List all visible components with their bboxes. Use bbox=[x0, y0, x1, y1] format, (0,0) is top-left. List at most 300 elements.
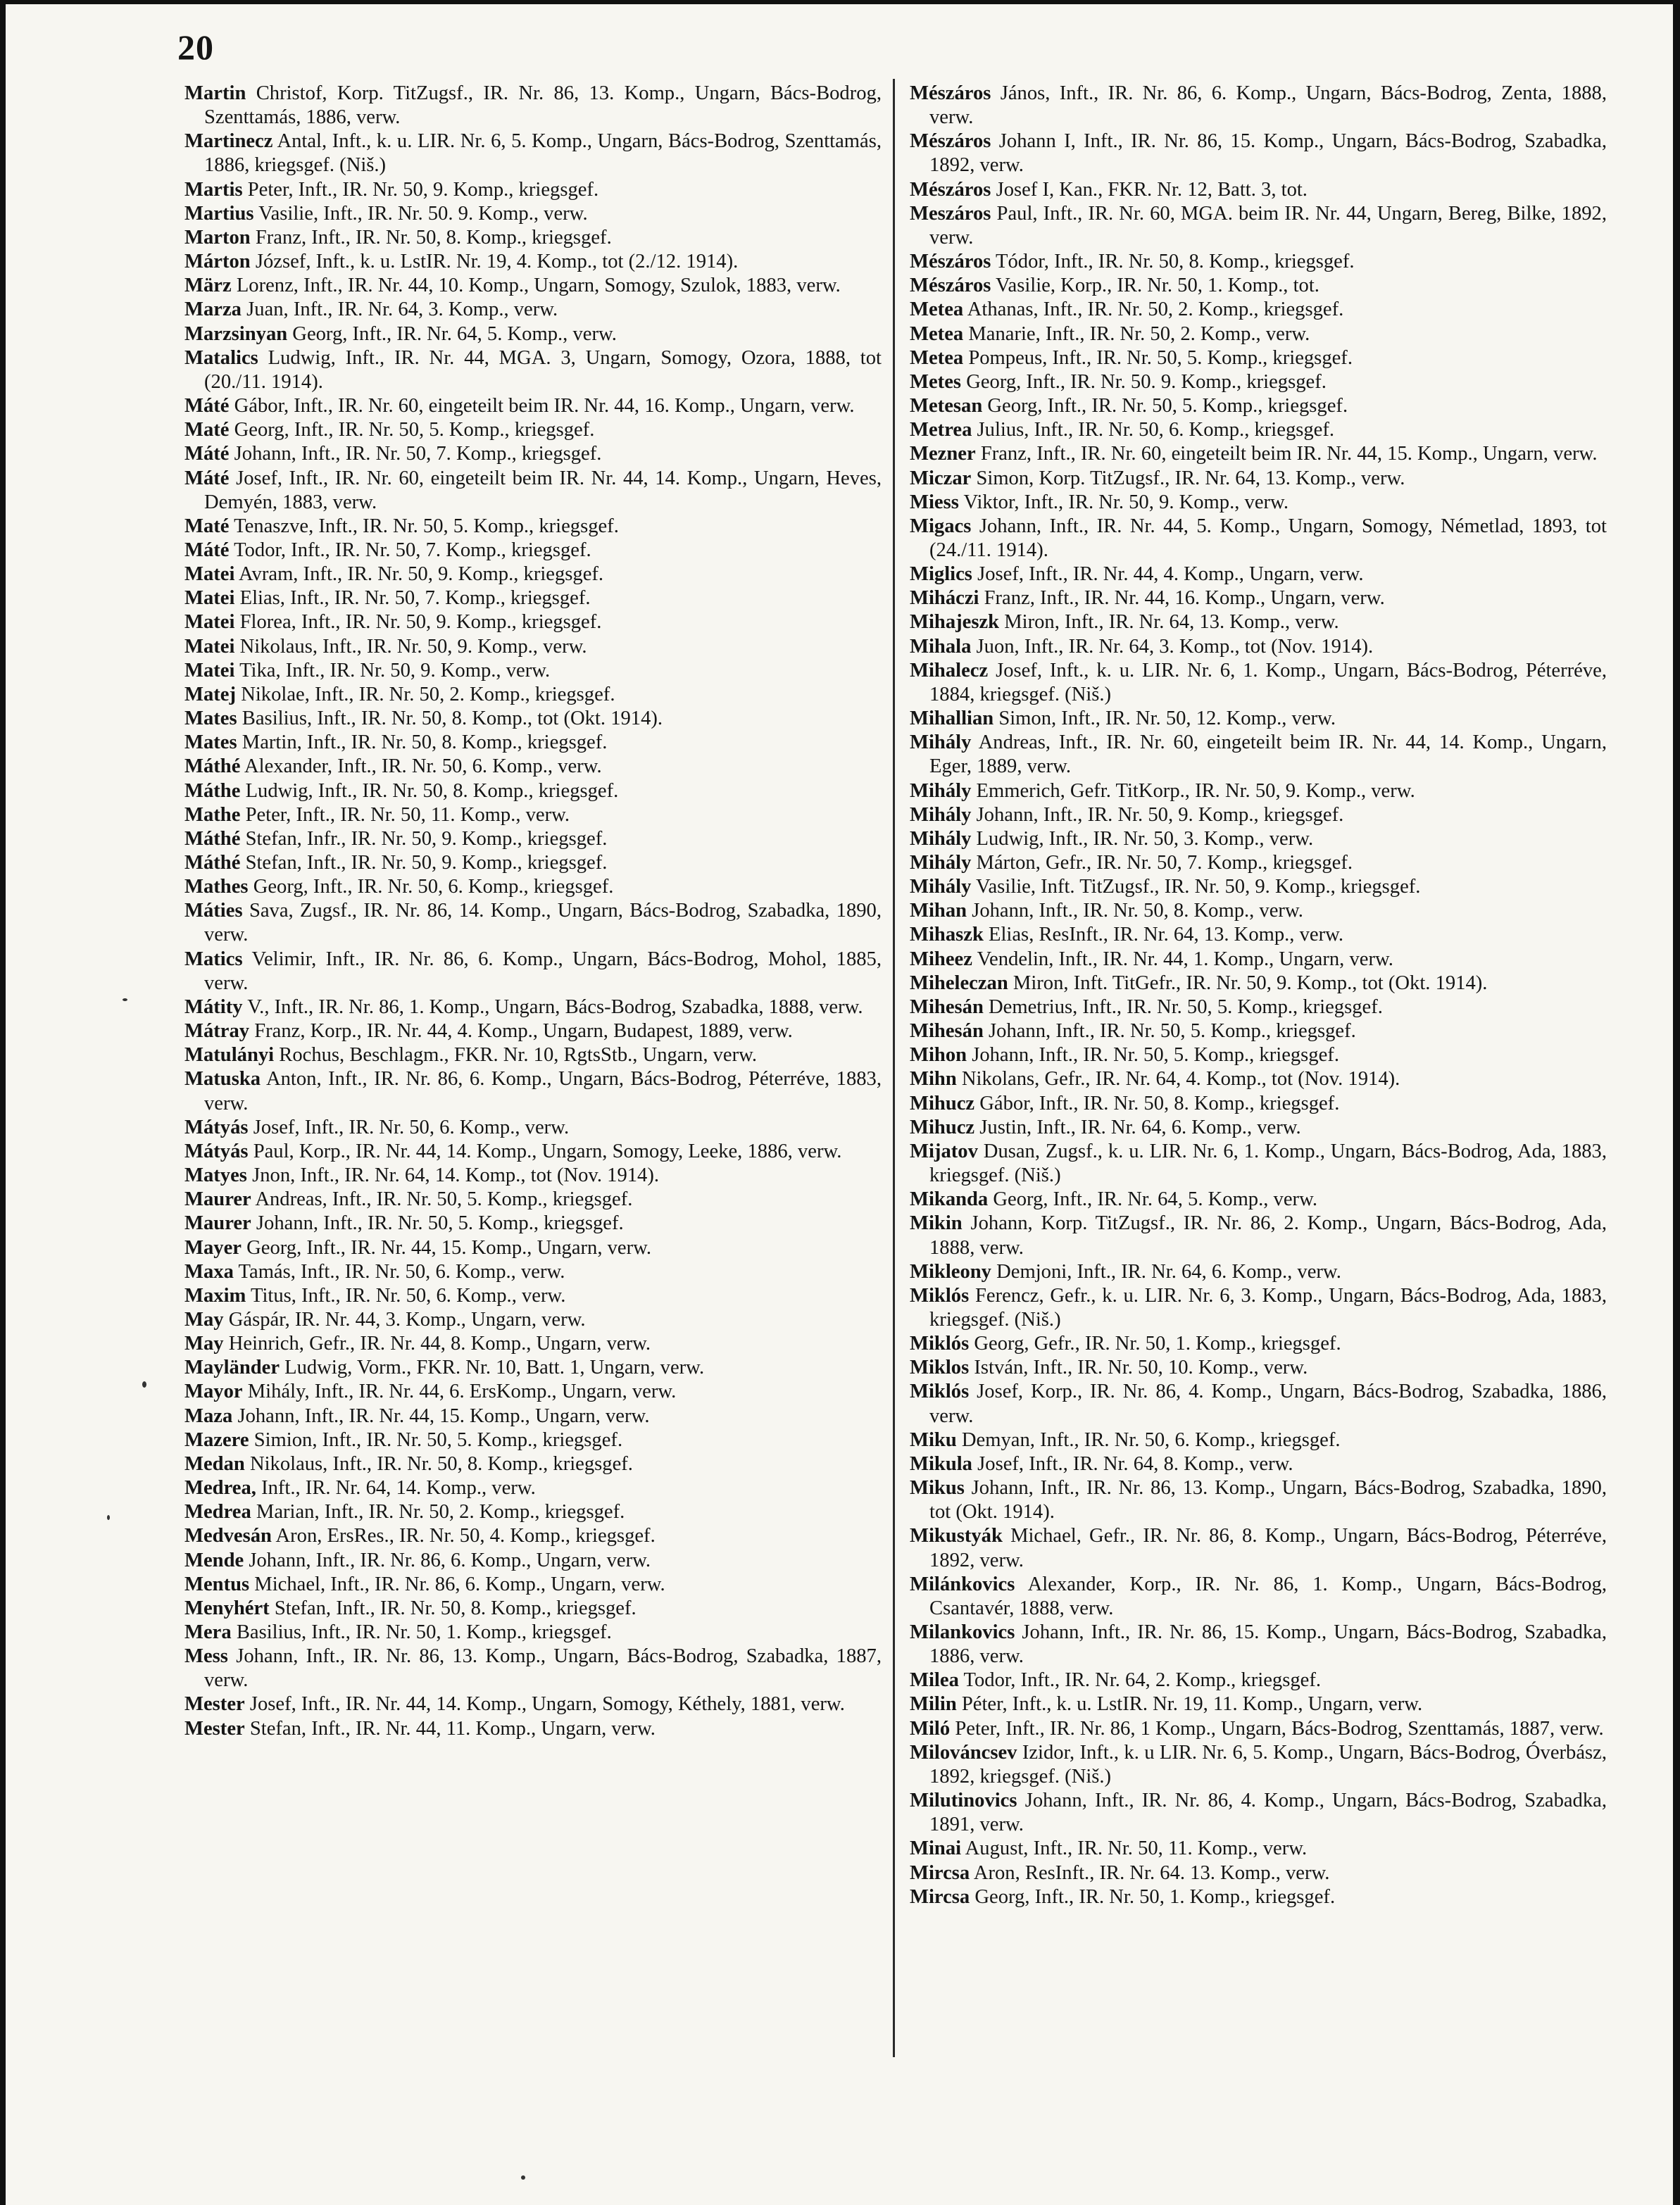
entry-details: Aron, ErsRes., IR. Nr. 50, 4. Komp., kriegsgef. bbox=[275, 1525, 656, 1547]
register-entry bbox=[910, 1356, 1607, 1380]
register-entry bbox=[184, 1140, 882, 1164]
entry-details: Justin, Inft., IR. Nr. 64, 6. Komp., verw. bbox=[979, 1116, 1301, 1138]
entry-details: Georg, Inft., IR. Nr. 50, 1. Komp., kriegsgef. bbox=[974, 1885, 1336, 1908]
entry-surname: Mátyás bbox=[184, 1116, 249, 1138]
register-entry bbox=[910, 515, 1607, 563]
register-entry bbox=[184, 1428, 882, 1452]
entry-surname: Miku bbox=[910, 1428, 957, 1451]
entry-surname: Miklos bbox=[910, 1357, 970, 1379]
entry-surname: May bbox=[184, 1308, 224, 1331]
register-entry bbox=[910, 1476, 1607, 1524]
register-entry bbox=[184, 803, 882, 827]
entry-details: Josef, Korp., IR. Nr. 86, 4. Komp., Ungarn, Bács-Bodrog, Szabadka, 1886, verw. bbox=[929, 1381, 1607, 1427]
entry-details: Emmerich, Gefr. TitKorp., IR. Nr. 50, 9. Komp., verw. bbox=[976, 779, 1415, 802]
entry-details: Georg, Inft., IR. Nr. 64, 5. Komp., verw. bbox=[993, 1188, 1318, 1211]
scan-edge-right bbox=[1673, 0, 1680, 2205]
entry-details: Josef, Inft., IR. Nr. 44, 14. Komp., Ungarn, Somogy, Kéthely, 1881, verw. bbox=[249, 1693, 845, 1716]
entry-details: Josef, Inft., k. u. LIR. Nr. 6, 1. Komp., Ungarn, Bács-Bodrog, Péterréve, 1884, kriegsgef. (Niš.) bbox=[929, 659, 1607, 705]
register-entry bbox=[184, 298, 882, 322]
entry-details: Peter, Inft., IR. Nr. 50, 11. Komp., verw. bbox=[245, 803, 570, 826]
entry-surname: Metes bbox=[910, 370, 962, 393]
entry-details: Nikolae, Inft., IR. Nr. 50, 2. Komp., kriegsgef. bbox=[241, 683, 615, 705]
scan-speck bbox=[521, 2175, 525, 2180]
entry-details: Martin, Inft., IR. Nr. 50, 8. Komp., kriegsgef. bbox=[242, 731, 608, 754]
entry-details: Antal, Inft., k. u. LIR. Nr. 6, 5. Komp., Ungarn, Bács-Bodrog, Szenttamás, 1886, kriegsgef. (Niš.) bbox=[204, 130, 882, 177]
register-entry bbox=[184, 899, 882, 947]
register-entry bbox=[910, 1380, 1607, 1428]
entry-details: Johann, Inft., IR. Nr. 86, 13. Komp., Ungarn, Bács-Bodrog, Szabadka, 1887, verw. bbox=[204, 1645, 882, 1692]
register-entry bbox=[184, 1212, 882, 1236]
entry-details: Alexander, Korp., IR. Nr. 86, 1. Komp., Ungarn, Bács-Bodrog, Csantavér, 1888, verw. bbox=[929, 1573, 1607, 1619]
entry-surname: Mihály bbox=[910, 827, 972, 850]
entry-details: Tika, Inft., IR. Nr. 50, 9. Komp., verw. bbox=[239, 659, 551, 681]
entry-details: Basilius, Inft., IR. Nr. 50, 8. Komp., tot (Okt. 1914). bbox=[242, 708, 663, 730]
register-entry bbox=[184, 82, 882, 130]
register-entry bbox=[184, 178, 882, 202]
entry-details: Miron, Inft. TitGefr., IR. Nr. 50, 9. Komp., tot (Okt. 1914). bbox=[1013, 972, 1488, 994]
entry-details: Anton, Inft., IR. Nr. 86, 6. Komp., Ungarn, Bács-Bodrog, Péterréve, 1883, verw. bbox=[204, 1068, 882, 1114]
entry-surname: Milánkovics bbox=[910, 1573, 1015, 1595]
entry-surname: Maxa bbox=[184, 1260, 234, 1283]
entry-details: Aron, ResInft., IR. Nr. 64. 13. Komp., verw. bbox=[973, 1861, 1330, 1884]
register-entry bbox=[910, 586, 1607, 610]
register-entry bbox=[184, 1164, 882, 1188]
entry-details: Andreas, Inft., IR. Nr. 50, 5. Komp., kriegsgef. bbox=[255, 1188, 633, 1211]
entry-details: Márton, Gefr., IR. Nr. 50, 7. Komp., kriegsgef. bbox=[976, 852, 1353, 874]
register-entry bbox=[184, 226, 882, 250]
entry-surname: Mihesán bbox=[910, 1020, 984, 1043]
entry-details: Todor, Inft., IR. Nr. 64, 2. Komp., kriegsgef. bbox=[963, 1669, 1322, 1692]
entry-details: Mihály, Inft., IR. Nr. 44, 6. ErsKomp., Ungarn, verw. bbox=[247, 1381, 677, 1403]
register-entry bbox=[910, 442, 1607, 466]
entry-details: József, Inft., k. u. LstIR. Nr. 19, 4. Komp., tot (2./12. 1914). bbox=[255, 251, 739, 273]
entry-details: Peter, Inft., IR. Nr. 86, 1 Komp., Ungarn, Bács-Bodrog, Szenttamás, 1887, verw. bbox=[955, 1717, 1604, 1740]
register-entry bbox=[184, 1308, 882, 1332]
register-entry bbox=[184, 779, 882, 803]
entry-surname: Mátity bbox=[184, 995, 243, 1018]
entry-details: Franz, Inft., IR. Nr. 44, 16. Komp., Ungarn, verw. bbox=[984, 587, 1385, 610]
entry-surname: Mikin bbox=[910, 1212, 963, 1235]
register-entry bbox=[910, 1332, 1607, 1356]
entry-surname: Mates bbox=[184, 731, 237, 754]
entry-surname: Milankovics bbox=[910, 1621, 1015, 1643]
entry-surname: Mayländer bbox=[184, 1357, 280, 1379]
entry-surname: Martin bbox=[184, 82, 246, 104]
register-entry bbox=[184, 1524, 882, 1548]
register-entry bbox=[910, 1621, 1607, 1669]
register-entry bbox=[184, 635, 882, 659]
entry-surname: Mester bbox=[184, 1693, 245, 1716]
entry-surname: Maurer bbox=[184, 1212, 251, 1235]
register-entry bbox=[184, 995, 882, 1019]
entry-details: Michael, Gefr., IR. Nr. 86, 8. Komp., Ungarn, Bács-Bodrog, Péterréve, 1892, verw. bbox=[929, 1525, 1607, 1571]
entry-details: August, Inft., IR. Nr. 50, 11. Komp., verw. bbox=[965, 1837, 1308, 1860]
register-entry bbox=[910, 1428, 1607, 1452]
entry-details: Johann, Inft., IR. Nr. 86, 4. Komp., Ungarn, Bács-Bodrog, Szabadka, 1891, verw. bbox=[929, 1790, 1607, 1836]
entry-surname: Miklós bbox=[910, 1381, 970, 1403]
entry-details: Lorenz, Inft., IR. Nr. 44, 10. Komp., Ungarn, Somogy, Szulok, 1883, verw. bbox=[236, 275, 841, 297]
entry-surname: Maxim bbox=[184, 1284, 246, 1307]
register-entry bbox=[184, 1597, 882, 1621]
entry-surname: Matei bbox=[184, 611, 235, 634]
register-entry bbox=[184, 539, 882, 563]
entry-surname: Migacs bbox=[910, 515, 972, 537]
register-entry bbox=[184, 250, 882, 274]
register-entry bbox=[184, 274, 882, 298]
register-entry bbox=[184, 1188, 882, 1212]
entry-surname: Menyhért bbox=[184, 1597, 270, 1619]
entry-details: Franz, Inft., IR. Nr. 50, 8. Komp., kriegsgef. bbox=[255, 226, 612, 249]
entry-details: Georg, Inft., IR. Nr. 50, 6. Komp., kriegsgef. bbox=[253, 876, 614, 898]
entry-details: Georg, Gefr., IR. Nr. 50, 1. Komp., kriegsgef. bbox=[974, 1333, 1341, 1355]
entry-details: Tenaszve, Inft., IR. Nr. 50, 5. Komp., kriegsgef. bbox=[234, 515, 619, 537]
entry-surname: Mikustyák bbox=[910, 1525, 1003, 1547]
register-entry bbox=[910, 851, 1607, 875]
register-entry bbox=[184, 851, 882, 875]
entry-surname: Medrea bbox=[184, 1501, 251, 1524]
entry-surname: Mikus bbox=[910, 1477, 965, 1500]
entry-surname: Mester bbox=[184, 1717, 245, 1740]
register-entry bbox=[184, 1356, 882, 1380]
entry-surname: Máté bbox=[184, 443, 230, 465]
entry-details: Stefan, Inft., IR. Nr. 50, 9. Komp., kriegsgef. bbox=[245, 852, 608, 874]
entry-surname: Marza bbox=[184, 299, 242, 321]
entry-surname: Metea bbox=[910, 346, 964, 369]
register-entry bbox=[910, 779, 1607, 803]
entry-surname: Mihály bbox=[910, 779, 972, 802]
register-entry bbox=[910, 322, 1607, 346]
entry-surname: Máthé bbox=[184, 755, 241, 778]
register-entry bbox=[910, 1837, 1607, 1861]
entry-surname: Mera bbox=[184, 1621, 232, 1643]
entry-surname: Mihallian bbox=[910, 708, 994, 730]
register-entry bbox=[910, 731, 1607, 779]
entry-surname: Mihajeszk bbox=[910, 611, 1000, 634]
register-entry bbox=[910, 972, 1607, 995]
entry-details: Stefan, Inft., IR. Nr. 50, 8. Komp., kriegsgef. bbox=[274, 1597, 637, 1619]
entry-details: Johann, Inft., IR. Nr. 50, 5. Komp., kriegsgef. bbox=[972, 1044, 1339, 1067]
register-entry bbox=[910, 1140, 1607, 1188]
entry-surname: Miglics bbox=[910, 563, 972, 586]
entry-surname: Mihesán bbox=[910, 995, 984, 1018]
entry-surname: Mátray bbox=[184, 1020, 250, 1043]
entry-surname: Mazere bbox=[184, 1428, 249, 1451]
register-entry bbox=[910, 707, 1607, 731]
entry-details: Juon, Inft., IR. Nr. 64, 3. Komp., tot (Nov. 1914). bbox=[976, 635, 1374, 658]
register-entry bbox=[910, 1452, 1607, 1476]
register-entry bbox=[184, 1116, 882, 1140]
scan-speck bbox=[123, 998, 127, 1001]
entry-details: Michael, Inft., IR. Nr. 86, 6. Komp., Ungarn, verw. bbox=[254, 1573, 665, 1595]
entry-surname: Miklós bbox=[910, 1333, 970, 1355]
entry-details: Titus, Inft., IR. Nr. 50, 6. Komp., verw. bbox=[251, 1284, 566, 1307]
register-entry bbox=[184, 1067, 882, 1115]
entry-surname: Matei bbox=[184, 563, 235, 586]
entry-details: Paul, Korp., IR. Nr. 44, 14. Komp., Ungarn, Somogy, Leeke, 1886, verw. bbox=[253, 1140, 842, 1162]
register-entry bbox=[910, 1524, 1607, 1572]
scan-speck bbox=[142, 1381, 146, 1388]
entry-details: Johann, Inft., IR. Nr. 50, 8. Komp., verw. bbox=[972, 900, 1303, 922]
entry-details: Johann, Inft., IR. Nr. 50, 9. Komp., kriegsgef. bbox=[976, 803, 1344, 826]
entry-surname: Maza bbox=[184, 1405, 233, 1427]
entry-surname: Matej bbox=[184, 683, 237, 705]
register-entry bbox=[910, 1692, 1607, 1716]
register-entry bbox=[184, 1692, 882, 1716]
entry-surname: Miháczi bbox=[910, 587, 979, 610]
entry-details: Peter, Inft., IR. Nr. 50, 9. Komp., kriegsgef. bbox=[247, 178, 599, 201]
entry-surname: Mihucz bbox=[910, 1116, 975, 1138]
entry-details: Ludwig, Inft., IR. Nr. 50, 3. Komp., verw. bbox=[976, 827, 1314, 850]
register-entry bbox=[184, 202, 882, 226]
right-column bbox=[910, 82, 1607, 1909]
entry-surname: Martius bbox=[184, 202, 254, 225]
entry-details: Athanas, Inft., IR. Nr. 50, 2. Komp., kriegsgef. bbox=[967, 299, 1344, 321]
entry-details: Izidor, Inft., k. u LIR. Nr. 6, 5. Komp., Ungarn, Bács-Bodrog, Óverbász, 1892, kriegsgef. (Niš.) bbox=[929, 1741, 1607, 1788]
entry-details: Dusan, Zugsf., k. u. LIR. Nr. 6, 1. Komp., Ungarn, Bács-Bodrog, Ada, 1883, kriegsgef. (Niš.) bbox=[929, 1140, 1607, 1187]
entry-surname: May bbox=[184, 1333, 224, 1355]
entry-surname: Mihan bbox=[910, 900, 967, 922]
register-entry bbox=[184, 1717, 882, 1741]
entry-details: Vendelin, Inft., IR. Nr. 44, 1. Komp., Ungarn, verw. bbox=[977, 948, 1393, 970]
register-entry bbox=[184, 346, 882, 394]
entry-surname: Mircsa bbox=[910, 1885, 970, 1908]
entry-details: Miron, Inft., IR. Nr. 64, 13. Komp., verw. bbox=[1004, 611, 1339, 634]
entry-surname: Máthé bbox=[184, 827, 241, 850]
register-entry bbox=[910, 370, 1607, 394]
entry-details: Johann, Korp. TitZugsf., IR. Nr. 86, 2. Komp., Ungarn, Bács-Bodrog, Ada, 1888, verw. bbox=[929, 1212, 1607, 1259]
register-entry bbox=[184, 1260, 882, 1284]
entry-surname: Marzsinyan bbox=[184, 322, 288, 345]
entry-surname: Mihály bbox=[910, 876, 972, 898]
entry-details: Inft., IR. Nr. 64, 14. Komp., verw. bbox=[261, 1477, 536, 1500]
register-entry bbox=[910, 1188, 1607, 1212]
entry-details: Péter, Inft., k. u. LstIR. Nr. 19, 11. Komp., Ungarn, verw. bbox=[961, 1693, 1423, 1716]
page-number: 20 bbox=[177, 27, 214, 67]
entry-surname: Matyes bbox=[184, 1164, 247, 1187]
register-entry bbox=[910, 659, 1607, 707]
left-column bbox=[184, 82, 882, 1741]
entry-details: Johann, Inft., IR. Nr. 44, 15. Komp., Ungarn, verw. bbox=[237, 1405, 650, 1427]
entry-surname: Mikleony bbox=[910, 1260, 991, 1283]
entry-surname: Matics bbox=[184, 948, 243, 970]
entry-surname: März bbox=[184, 275, 232, 297]
register-entry bbox=[910, 130, 1607, 177]
entry-surname: Metea bbox=[910, 299, 964, 321]
register-entry bbox=[910, 1284, 1607, 1332]
register-entry bbox=[910, 1067, 1607, 1091]
register-entry bbox=[910, 923, 1607, 947]
register-entry bbox=[184, 1645, 882, 1692]
register-entry bbox=[910, 1116, 1607, 1140]
register-entry bbox=[184, 1405, 882, 1428]
register-entry bbox=[184, 827, 882, 851]
entry-surname: Mihály bbox=[910, 731, 972, 754]
entry-surname: Mészáros bbox=[910, 275, 991, 297]
entry-details: Josef, Inft., IR. Nr. 44, 4. Komp., Ungarn, verw. bbox=[977, 563, 1364, 586]
entry-surname: Mircsa bbox=[910, 1861, 970, 1884]
entry-details: Johann I, Inft., IR. Nr. 86, 15. Komp., Ungarn, Bács-Bodrog, Szabadka, 1892, verw. bbox=[929, 130, 1607, 177]
register-entry bbox=[184, 442, 882, 466]
register-entry bbox=[910, 948, 1607, 972]
entry-surname: Mayor bbox=[184, 1381, 243, 1403]
entry-surname: Mathe bbox=[184, 803, 241, 826]
entry-details: Basilius, Inft., IR. Nr. 50, 1. Komp., kriegsgef. bbox=[236, 1621, 612, 1643]
register-entry bbox=[184, 322, 882, 346]
register-entry bbox=[910, 1043, 1607, 1067]
register-entry bbox=[184, 875, 882, 899]
register-entry bbox=[910, 250, 1607, 274]
entry-surname: Milin bbox=[910, 1693, 957, 1716]
entry-details: Elias, Inft., IR. Nr. 50, 7. Komp., kriegsgef. bbox=[239, 587, 591, 610]
entry-surname: Matalics bbox=[184, 346, 258, 369]
entry-details: Johann, Inft., IR. Nr. 86, 15. Komp., Ungarn, Bács-Bodrog, Szabadka, 1886, verw. bbox=[929, 1621, 1607, 1668]
entry-surname: Miklós bbox=[910, 1284, 970, 1307]
entry-surname: Matulányi bbox=[184, 1044, 275, 1067]
register-entry bbox=[184, 1380, 882, 1404]
register-entry bbox=[910, 1019, 1607, 1043]
entry-details: Ludwig, Inft., IR. Nr. 44, MGA. 3, Ungarn, Somogy, Ozora, 1888, tot (20./11. 1914). bbox=[204, 346, 882, 393]
register-entry bbox=[910, 1573, 1607, 1621]
entry-surname: Mentus bbox=[184, 1573, 250, 1595]
entry-details: Julius, Inft., IR. Nr. 50, 6. Komp., kriegsgef. bbox=[977, 419, 1335, 441]
entry-details: János, Inft., IR. Nr. 86, 6. Komp., Ungarn, Bács-Bodrog, Zenta, 1888, verw. bbox=[929, 82, 1607, 129]
register-entry bbox=[910, 491, 1607, 515]
entry-details: Juan, Inft., IR. Nr. 64, 3. Komp., verw. bbox=[246, 299, 558, 321]
register-entry bbox=[184, 586, 882, 610]
register-entry bbox=[184, 1452, 882, 1476]
register-entry bbox=[910, 346, 1607, 370]
entry-details: Tamás, Inft., IR. Nr. 50, 6. Komp., verw. bbox=[238, 1260, 565, 1283]
entry-surname: Mészáros bbox=[910, 130, 991, 153]
entry-details: István, Inft., IR. Nr. 50, 10. Komp., verw. bbox=[974, 1357, 1308, 1379]
register-entry bbox=[184, 659, 882, 683]
column-divider bbox=[893, 79, 895, 2057]
register-entry bbox=[910, 1212, 1607, 1259]
entry-details: Alexander, Inft., IR. Nr. 50, 6. Komp., verw. bbox=[244, 755, 602, 778]
entry-details: Vasilie, Korp., IR. Nr. 50, 1. Komp., tot. bbox=[996, 275, 1319, 297]
register-entry bbox=[910, 82, 1607, 130]
entry-surname: Milutinovics bbox=[910, 1790, 1017, 1812]
entry-surname: Mihon bbox=[910, 1044, 967, 1067]
register-entry bbox=[910, 1885, 1607, 1909]
scan-edge-left bbox=[0, 0, 6, 2205]
register-entry bbox=[184, 731, 882, 755]
entry-details: V., Inft., IR. Nr. 86, 1. Komp., Ungarn, Bács-Bodrog, Szabadka, 1888, verw. bbox=[247, 995, 863, 1018]
entry-surname: Mihaszk bbox=[910, 924, 984, 946]
entry-surname: Martis bbox=[184, 178, 243, 201]
entry-surname: Mathes bbox=[184, 876, 249, 898]
entry-details: Johann, Inft., IR. Nr. 44, 5. Komp., Ungarn, Somogy, Németlad, 1893, tot (24./11. 1914). bbox=[929, 515, 1607, 561]
entry-details: Simon, Korp. TitZugsf., IR. Nr. 64, 13. Komp., verw. bbox=[976, 467, 1405, 489]
entry-surname: Milováncsev bbox=[910, 1741, 1017, 1764]
entry-surname: Mészáros bbox=[910, 178, 991, 201]
entry-details: Jnon, Inft., IR. Nr. 64, 14. Komp., tot (Nov. 1914). bbox=[252, 1164, 660, 1187]
register-entry bbox=[910, 1092, 1607, 1116]
entry-details: Simion, Inft., IR. Nr. 50, 5. Komp., kriegsgef. bbox=[253, 1428, 623, 1451]
register-entry bbox=[184, 515, 882, 539]
register-entry bbox=[910, 635, 1607, 659]
register-entry bbox=[184, 467, 882, 515]
entry-surname: Mende bbox=[184, 1549, 244, 1571]
entry-details: Josef, Inft., IR. Nr. 50, 6. Komp., verw. bbox=[253, 1116, 570, 1138]
entry-details: Johann, Inft., IR. Nr. 50, 5. Komp., kriegsgef. bbox=[989, 1020, 1356, 1043]
register-entry bbox=[910, 1861, 1607, 1885]
entry-surname: Mátyás bbox=[184, 1140, 249, 1162]
entry-details: Ludwig, Inft., IR. Nr. 50, 8. Komp., kriegsgef. bbox=[245, 779, 619, 802]
entry-details: Franz, Korp., IR. Nr. 44, 4. Komp., Ungarn, Budapest, 1889, verw. bbox=[254, 1020, 793, 1043]
entry-details: Georg, Inft., IR. Nr. 50, 5. Komp., kriegsgef. bbox=[987, 395, 1348, 417]
entry-details: Vasilie, Inft. TitZugsf., IR. Nr. 50, 9. Komp., kriegsgef. bbox=[976, 876, 1421, 898]
entry-details: Florea, Inft., IR. Nr. 50, 9. Komp., kriegsgef. bbox=[239, 611, 602, 634]
entry-surname: Medan bbox=[184, 1452, 245, 1475]
entry-surname: Mihalecz bbox=[910, 659, 989, 681]
entry-surname: Mihály bbox=[910, 852, 972, 874]
entry-surname: Mezner bbox=[910, 443, 976, 465]
register-entry bbox=[910, 1741, 1607, 1789]
entry-details: Ferencz, Gefr., k. u. LIR. Nr. 6, 3. Komp., Ungarn, Bács-Bodrog, Ada, 1883, kriegsgef. (Niš.) bbox=[929, 1284, 1607, 1331]
entry-surname: Mess bbox=[184, 1645, 228, 1668]
entry-details: Velimir, Inft., IR. Nr. 86, 6. Komp., Ungarn, Bács-Bodrog, Mohol, 1885, verw. bbox=[204, 948, 882, 994]
register-entry bbox=[910, 202, 1607, 250]
register-entry bbox=[910, 1717, 1607, 1741]
entry-details: Heinrich, Gefr., IR. Nr. 44, 8. Komp., Ungarn, verw. bbox=[228, 1333, 651, 1355]
entry-surname: Mihucz bbox=[910, 1092, 975, 1114]
entry-surname: Meszáros bbox=[910, 202, 991, 225]
register-entry bbox=[910, 875, 1607, 899]
entry-surname: Miheez bbox=[910, 948, 972, 970]
entry-surname: Marton bbox=[184, 226, 251, 249]
entry-surname: Mihn bbox=[910, 1068, 957, 1091]
entry-surname: Mijatov bbox=[910, 1140, 978, 1162]
entry-details: Josef, Inft., IR. Nr. 64, 8. Komp., verw. bbox=[977, 1452, 1293, 1475]
register-entry bbox=[910, 1789, 1607, 1837]
register-entry bbox=[184, 1332, 882, 1356]
entry-surname: Mayer bbox=[184, 1236, 242, 1259]
entry-details: Manarie, Inft., IR. Nr. 50, 2. Komp., verw. bbox=[968, 322, 1310, 345]
entry-surname: Medrea, bbox=[184, 1477, 256, 1500]
entry-details: Georg, Inft., IR. Nr. 44, 15. Komp., Ungarn, verw. bbox=[246, 1236, 652, 1259]
entry-surname: Miczar bbox=[910, 467, 972, 489]
entry-details: Demetrius, Inft., IR. Nr. 50, 5. Komp., kriegsgef. bbox=[989, 995, 1383, 1018]
register-entry bbox=[184, 1573, 882, 1597]
register-entry bbox=[910, 827, 1607, 851]
entry-details: Gáspár, IR. Nr. 44, 3. Komp., Ungarn, verw. bbox=[228, 1308, 586, 1331]
entry-surname: Miess bbox=[910, 491, 959, 513]
entry-surname: Máté bbox=[184, 395, 230, 417]
register-entry bbox=[184, 1019, 882, 1043]
entry-details: Josef I, Kan., FKR. Nr. 12, Batt. 3, tot. bbox=[996, 178, 1308, 201]
entry-surname: Márton bbox=[184, 251, 251, 273]
entry-surname: Matei bbox=[184, 587, 235, 610]
entry-details: Andreas, Inft., IR. Nr. 60, eingeteilt beim IR. Nr. 44, 14. Komp., Ungarn, Eger, 1889, verw. bbox=[929, 731, 1607, 778]
register-entry bbox=[184, 1476, 882, 1500]
entry-details: Demyan, Inft., IR. Nr. 50, 6. Komp., kriegsgef. bbox=[961, 1428, 1341, 1451]
register-entry bbox=[910, 178, 1607, 202]
entry-details: Elias, ResInft., IR. Nr. 64, 13. Komp., verw. bbox=[989, 924, 1344, 946]
register-entry bbox=[184, 1043, 882, 1067]
register-entry bbox=[910, 610, 1607, 634]
entry-details: Sava, Zugsf., IR. Nr. 86, 14. Komp., Ungarn, Bács-Bodrog, Szabadka, 1890, verw. bbox=[204, 900, 882, 946]
register-entry bbox=[184, 755, 882, 779]
entry-details: Franz, Inft., IR. Nr. 60, eingeteilt beim IR. Nr. 44, 15. Komp., Ungarn, verw. bbox=[980, 443, 1598, 465]
register-entry bbox=[184, 130, 882, 177]
entry-details: Viktor, Inft., IR. Nr. 50, 9. Komp., verw. bbox=[963, 491, 1289, 513]
entry-surname: Mates bbox=[184, 708, 237, 730]
entry-details: Stefan, Infr., IR. Nr. 50, 9. Komp., kriegsgef. bbox=[245, 827, 608, 850]
register-entry bbox=[184, 1236, 882, 1260]
entry-details: Nikolaus, Inft., IR. Nr. 50, 8. Komp., kriegsgef. bbox=[249, 1452, 633, 1475]
register-entry bbox=[910, 274, 1607, 298]
